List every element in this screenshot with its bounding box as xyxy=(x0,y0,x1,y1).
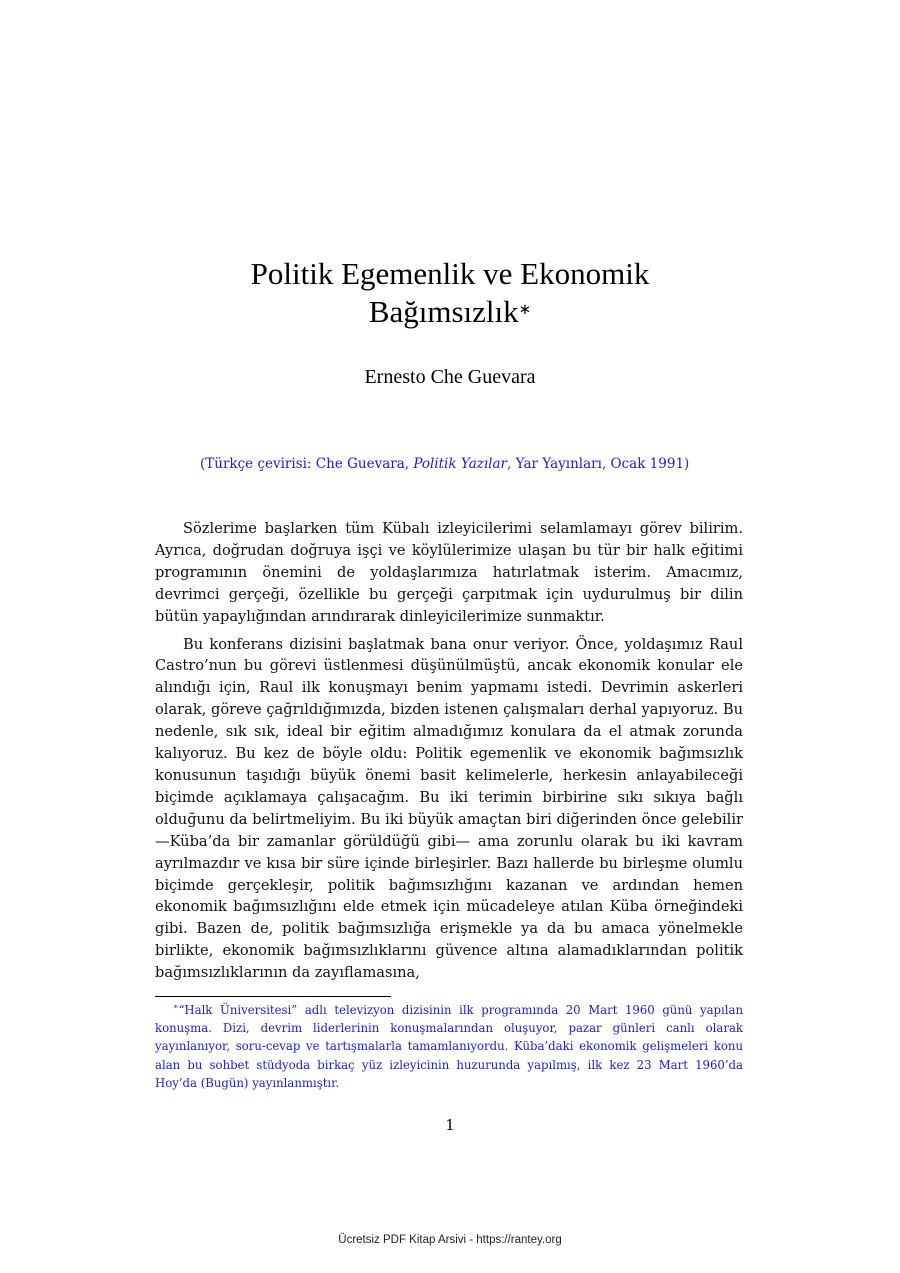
paragraph-1: Sözlerime başlarken tüm Kübalı izleyicilerimi selamlamayı görev bilirim. Ayrıca, doğrudan doğruya işçi ve köylülerimize ulaşan bu tür bir halk eğitimi programının önemini de yoldaşlarımıza hatırlatmak isterim. Amacımız, devrimci gerçeği, özellikle bu gerçeği çarpıtmak için uydurulmuş bir dilin bütün yapaylığından arındırarak dinleyicilerimize sunmaktır. xyxy=(155,520,743,625)
title-line-1: Politik Egemenlik ve Ekonomik xyxy=(250,256,650,291)
title-footnote-marker[interactable]: ∗ xyxy=(518,302,532,318)
translation-note[interactable] xyxy=(200,453,705,475)
paragraph-2: Bu konferans dizisini başlatmak bana onur veriyor. Önce, yoldaşımız Raul Castro’nun bu görevi üstlenmesi düşünülmüştü, ancak ekonomik konular ele alındığı için, Raul ilk konuşmayı benim yapmamı istedi. Devrimin askerleri olarak, göreve çağrıldığımızda, bizden istenen çalışmaları derhal yapıyoruz. Bu nedenle, sık sık, ideal bir eğitim almadığımız konulara da el atmak zorunda kalıyoruz. Bu kez de böyle oldu: Politik egemenlik ve ekonomik bağımsızlık konusunun taşıdığı büyük önemi basit kelimelerle, herkesin anlayabileceği biçimde açıklamaya çalışacağım. Bu iki terimin birbirine sıkı sıkıya bağlı olduğunu da belirtmeliyim. Bu iki büyük amaçtan biri diğerinden önce gelebilir —Küba’da bir zamanlar görüldüğü gibi— ama zorunlu olarak bu iki kavram ayrılmazdır ve kısa bir süre içinde birleşirler. Bazı hallerde bu birleşme olumlu biçimde gerçekleşir, politik bağımsızlığını kazanan ve ardından hemen ekonomik bağımsızlığını elde etmek için mücadeleye atılan Küba örneğindeki gibi. Bazen de, politik bağımsızlığa erişmekle ya da bu amaca yönelmekle birlikte, ekonomik bağımsızlıklarını güvence altına alamadıklarından politik bağımsızlıklarının da zayıflamasına, xyxy=(155,635,743,982)
title-line-2 xyxy=(150,293,750,331)
footnote-text: “Halk Üniversitesi” adlı televizyon dizisinin ilk programında 20 Mart 1960 günü yapılan konuşma. Dizi, devrim liderlerinin konuşmalarından oluşuyor, pazar günleri canlı olarak yayınlanıyor, soru-cevap ve tartışmalarla tamamlanıyordu. Küba’daki ekonomik gelişmeleri konu alan bu sohbet stüdyoda birkaç yüz izleyicinin huzurunda yapılmış, ilk kez 23 Mart 1960’da Hoy’da (Bugün) yayınlanmıştır. xyxy=(155,1002,743,1090)
translation-note-book: Politik Yazılar xyxy=(413,456,508,472)
watermark-footer: Ücretsiz PDF Kitap Arsivi - https://rantey.org xyxy=(338,1234,562,1246)
author-name: Ernesto Che Guevara xyxy=(364,366,536,388)
footnote[interactable] xyxy=(155,998,743,1092)
translation-note-prefix: (Türkçe çevirisi: Che Guevara, xyxy=(200,456,414,472)
footnote-divider xyxy=(155,996,391,997)
page-number: 1 xyxy=(445,1116,455,1134)
body-text xyxy=(155,518,743,984)
document-title xyxy=(150,255,750,331)
footnote-marker: ∗ xyxy=(173,1002,179,1011)
translation-note-suffix: , Yar Yayınları, Ocak 1991) xyxy=(507,456,690,472)
title-line-2-text: Bağımsızlık xyxy=(368,294,519,329)
